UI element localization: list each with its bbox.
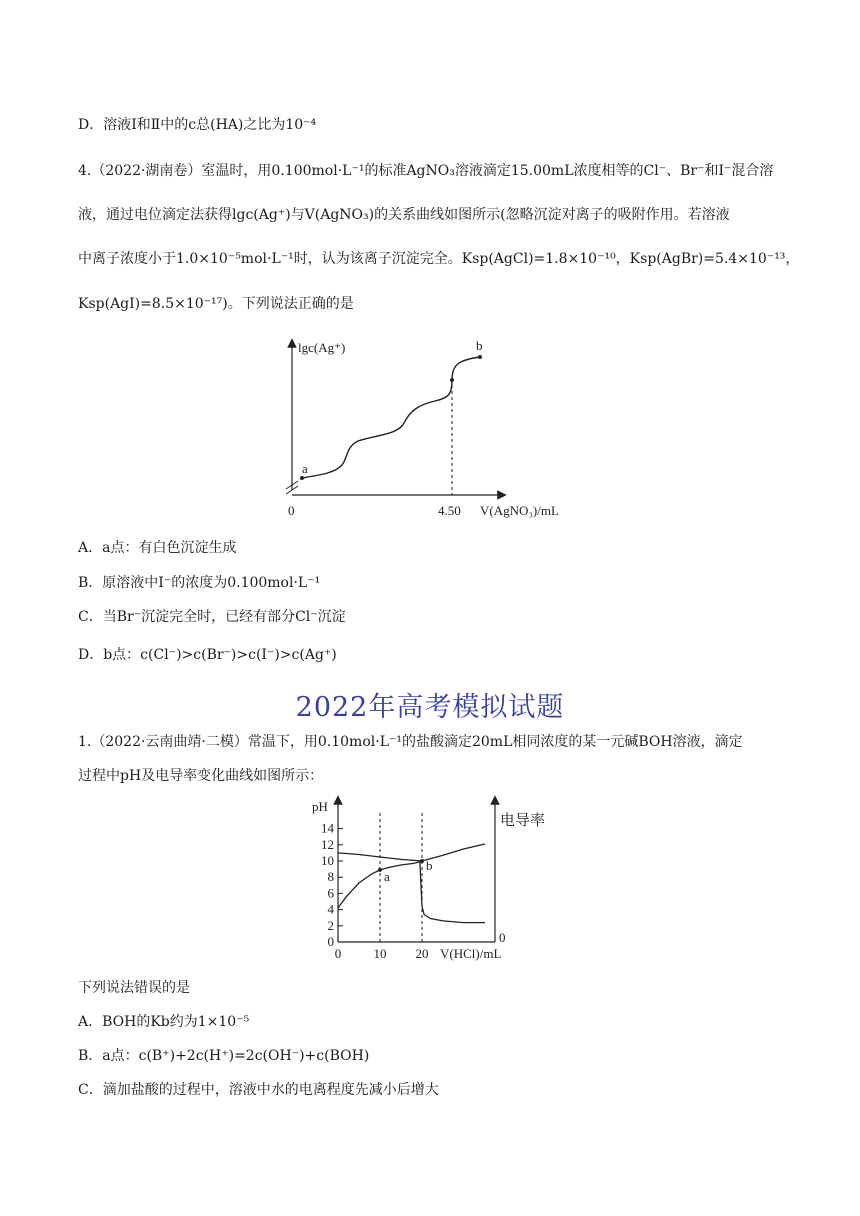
q4-point-b: [478, 355, 482, 359]
q4-option-b: B．原溶液中I⁻的浓度为0.100mol·L⁻¹: [78, 575, 321, 591]
q1-ytick-label-14: 14: [321, 820, 334, 836]
q1-stem-line1: 1.（2022·云南曲靖·二模）常温下，用0.10mol·L⁻¹的盐酸滴定20mL相同浓度的某一元碱BOH溶液，滴定: [78, 734, 743, 750]
q1-label-b: b: [426, 858, 433, 873]
q4-option-a: A．a点：有白色沉淀生成: [78, 540, 237, 556]
q1-xtick-label-0: 0: [334, 946, 342, 961]
q4-point-mid: [450, 378, 454, 382]
q4-titration-chart: [280, 335, 600, 525]
q4-option-d: D．b点：c(Cl⁻)>c(Br⁻)>c(I⁻)>c(Ag⁺): [78, 647, 337, 663]
q1-ph-curve: [338, 862, 485, 923]
q4-ylabel: lgc(Ag⁺): [298, 340, 346, 355]
prev-option-d: D．溶液Ⅰ和Ⅱ中的c总(HA)之比为10⁻⁴: [78, 117, 317, 133]
q1-ytick-label-12: 12: [321, 836, 334, 852]
q1-ytick-label-10: 10: [321, 853, 334, 868]
q4-label-a: a: [302, 461, 308, 476]
q4-stem-line4: Ksp(AgI)=8.5×10⁻¹⁷)。下列说法正确的是: [78, 296, 354, 312]
q4-xtick-4-50: 4.50: [438, 503, 461, 518]
q1-option-a: A．BOH的Kb约为1×10⁻⁵: [78, 1014, 250, 1030]
q1-prompt: 下列说法错误的是: [78, 980, 190, 996]
q1-conductivity-curve: [338, 844, 485, 861]
q1-ytick-label-4: 4: [327, 901, 334, 917]
q1-point-b: [420, 859, 424, 863]
q1-right-zero: 0: [499, 930, 506, 945]
q4-curve: [302, 357, 480, 478]
q1-point-a: [378, 868, 382, 872]
q1-stem-line2: 过程中pH及电导率变化曲线如图所示：: [78, 768, 324, 784]
q4-origin: 0: [288, 503, 295, 518]
q4-point-a: [300, 476, 304, 480]
q4-xlabel: V(AgNO₃)/mL: [480, 503, 559, 518]
q1-xlabel: V(HCl)/mL: [440, 946, 502, 961]
q1-option-c: C．滴加盐酸的过程中，溶液中水的电离程度先减小后增大: [78, 1082, 439, 1098]
q1-xtick-label-10: 10: [373, 946, 387, 961]
q4-stem-line3: 中离子浓度小于1.0×10⁻⁵mol·L⁻¹时，认为该离子沉淀完全。Ksp(AgCl)=1.8×10⁻¹⁰，Ksp(AgBr)=5.4×10⁻¹³，: [78, 251, 800, 267]
q4-stem-line2: 液，通过电位滴定法获得lgc(Ag⁺)与V(AgNO₃)的关系曲线如图所示(忽略沉淀对离子的吸附作用。若溶液: [78, 207, 730, 223]
q4-stem-line1: 4.（2022·湖南卷）室温时，用0.100mol·L⁻¹的标准AgNO₃溶液滴定15.00mL浓度相等的Cl⁻、Br⁻和I⁻混合溶: [78, 163, 774, 179]
q1-label-a: a: [384, 869, 390, 884]
q1-ph-conductivity-chart: [300, 795, 600, 965]
q1-ytick-label-2: 2: [327, 917, 334, 933]
q1-xtick-label-20: 20: [415, 946, 429, 961]
q1-ytick-label-8: 8: [327, 869, 334, 885]
q1-ytick-label-0: 0: [327, 934, 334, 949]
q4-label-b: b: [476, 338, 483, 353]
q1-ylabel-conductivity: 电导率: [500, 811, 546, 829]
q1-option-b: B．a点：c(B⁺)+2c(H⁺)=2c(OH⁻)+c(BOH): [78, 1048, 370, 1064]
q4-option-c: C．当Br⁻沉淀完全时，已经有部分Cl⁻沉淀: [78, 609, 346, 625]
section-title: 2022年高考模拟试题: [295, 692, 565, 723]
q1-ytick-label-6: 6: [327, 885, 334, 901]
q1-ylabel-ph: pH: [312, 799, 328, 814]
